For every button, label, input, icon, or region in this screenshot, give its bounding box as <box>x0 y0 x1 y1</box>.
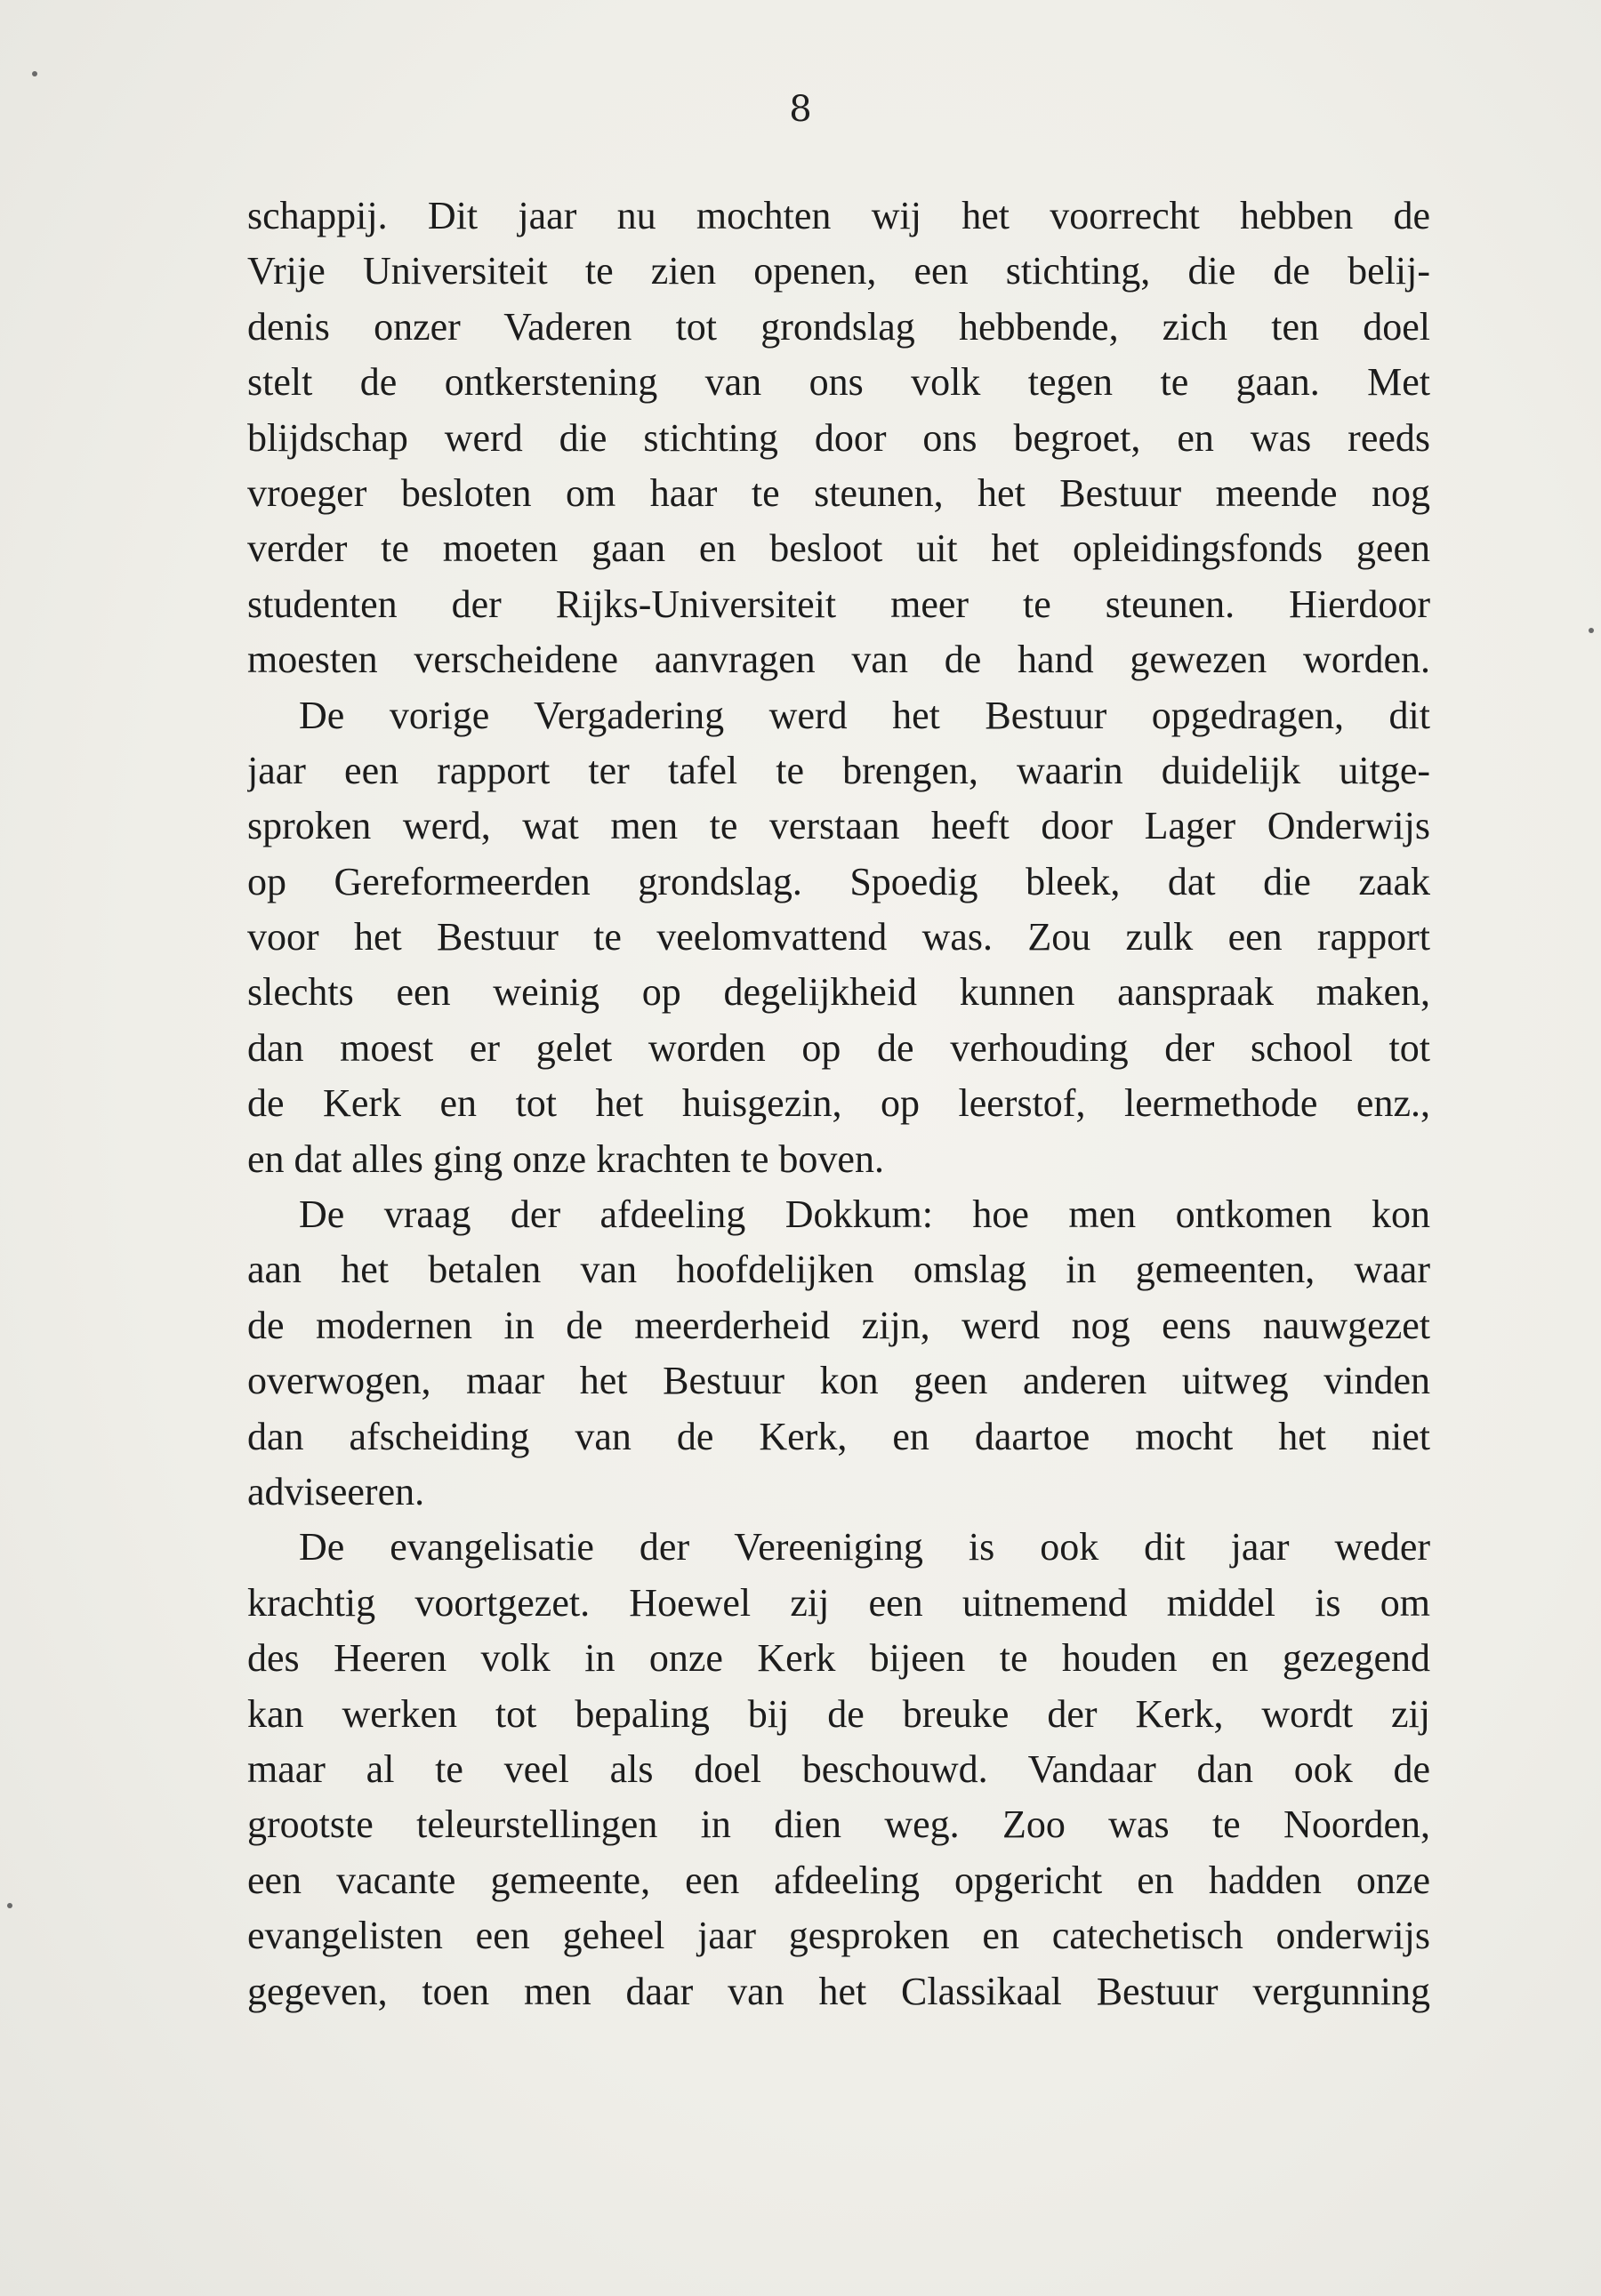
text-line: blijdschap werd die stichting door ons begroet, en was reeds <box>247 415 1430 460</box>
text-line: de Kerk en tot het huisgezin, op leerstof, leermethode enz., <box>247 1081 1430 1126</box>
text-line: De vorige Vergadering werd het Bestuur opgedragen, dit <box>299 693 1430 737</box>
text-line: sproken werd, wat men te verstaan heeft door Lager Onderwijs <box>247 804 1430 848</box>
text-line: De evangelisatie der Vereeniging is ook dit jaar weder <box>299 1525 1430 1569</box>
text-line: de modernen in de meerderheid zijn, werd nog eens nauwgezet <box>247 1303 1430 1347</box>
body-text <box>247 189 1430 2019</box>
text-line: op Gereformeerden grondslag. Spoedig bleek, dat die zaak <box>247 859 1430 903</box>
text-line: evangelisten een geheel jaar gesproken en catechetisch onderwijs <box>247 1914 1430 1958</box>
text-line: aan het betalen van hoofdelijken omslag in gemeenten, waar <box>247 1248 1430 1292</box>
text-line: grootste teleurstellingen in dien weg. Zoo was te Noorden, <box>247 1802 1430 1847</box>
text-line: adviseeren. <box>247 1469 425 1513</box>
text-line: De vraag der afdeeling Dokkum: hoe men ontkomen kon <box>299 1192 1430 1237</box>
text-line: overwogen, maar het Bestuur kon geen anderen uitweg vinden <box>247 1359 1430 1403</box>
text-line: slechts een weinig op degelijkheid kunnen aanspraak maken, <box>247 970 1430 1015</box>
text-line: krachtig voortgezet. Hoewel zij een uitnemend middel is om <box>247 1580 1430 1625</box>
paper-speck <box>32 71 37 76</box>
text-line: des Heeren volk in onze Kerk bijeen te houden en gezegend <box>247 1636 1430 1681</box>
paper-speck <box>1589 628 1594 633</box>
text-line: gegeven, toen men daar van het Classikaal Bestuur vergunning <box>247 1969 1430 2013</box>
text-line: stelt de ontkerstening van ons volk tegen te gaan. Met <box>247 360 1430 405</box>
text-line: dan afscheiding van de Kerk, en daartoe mocht het niet <box>247 1414 1430 1458</box>
text-line: kan werken tot bepaling bij de breuke der Kerk, wordt zij <box>247 1691 1430 1736</box>
text-line: jaar een rapport ter tafel te brengen, waarin duidelijk uitge- <box>247 748 1430 792</box>
text-line: schappij. Dit jaar nu mochten wij het voorrecht hebben de <box>247 194 1430 237</box>
text-line: en dat alles ging onze krachten te boven. <box>247 1136 884 1181</box>
text-line: verder te moeten gaan en besloot uit het opleidingsfonds geen <box>247 526 1430 571</box>
text-line: maar al te veel als doel beschouwd. Vandaar dan ook de <box>247 1746 1430 1791</box>
text-line: denis onzer Vaderen tot grondslag hebbende, zich ten doel <box>247 304 1430 349</box>
text-line: voor het Bestuur te veelomvattend was. Zou zulk een rapport <box>247 915 1430 959</box>
text-line: vroeger besloten om haar te steunen, het Bestuur meende nog <box>247 470 1430 515</box>
text-line: Vrije Universiteit te zien openen, een stichting, die de belij- <box>247 249 1430 293</box>
text-line: moesten verscheidene aanvragen van de hand gewezen worden. <box>247 638 1430 682</box>
text-line: dan moest er gelet worden op de verhouding der school tot <box>247 1025 1430 1070</box>
text-line: een vacante gemeente, een afdeeling opgericht en hadden onze <box>247 1858 1430 1902</box>
page-number: 8 <box>789 89 812 130</box>
text-line: studenten der Rijks-Universiteit meer te steunen. Hierdoor <box>247 582 1430 626</box>
paper-speck <box>7 1903 12 1908</box>
